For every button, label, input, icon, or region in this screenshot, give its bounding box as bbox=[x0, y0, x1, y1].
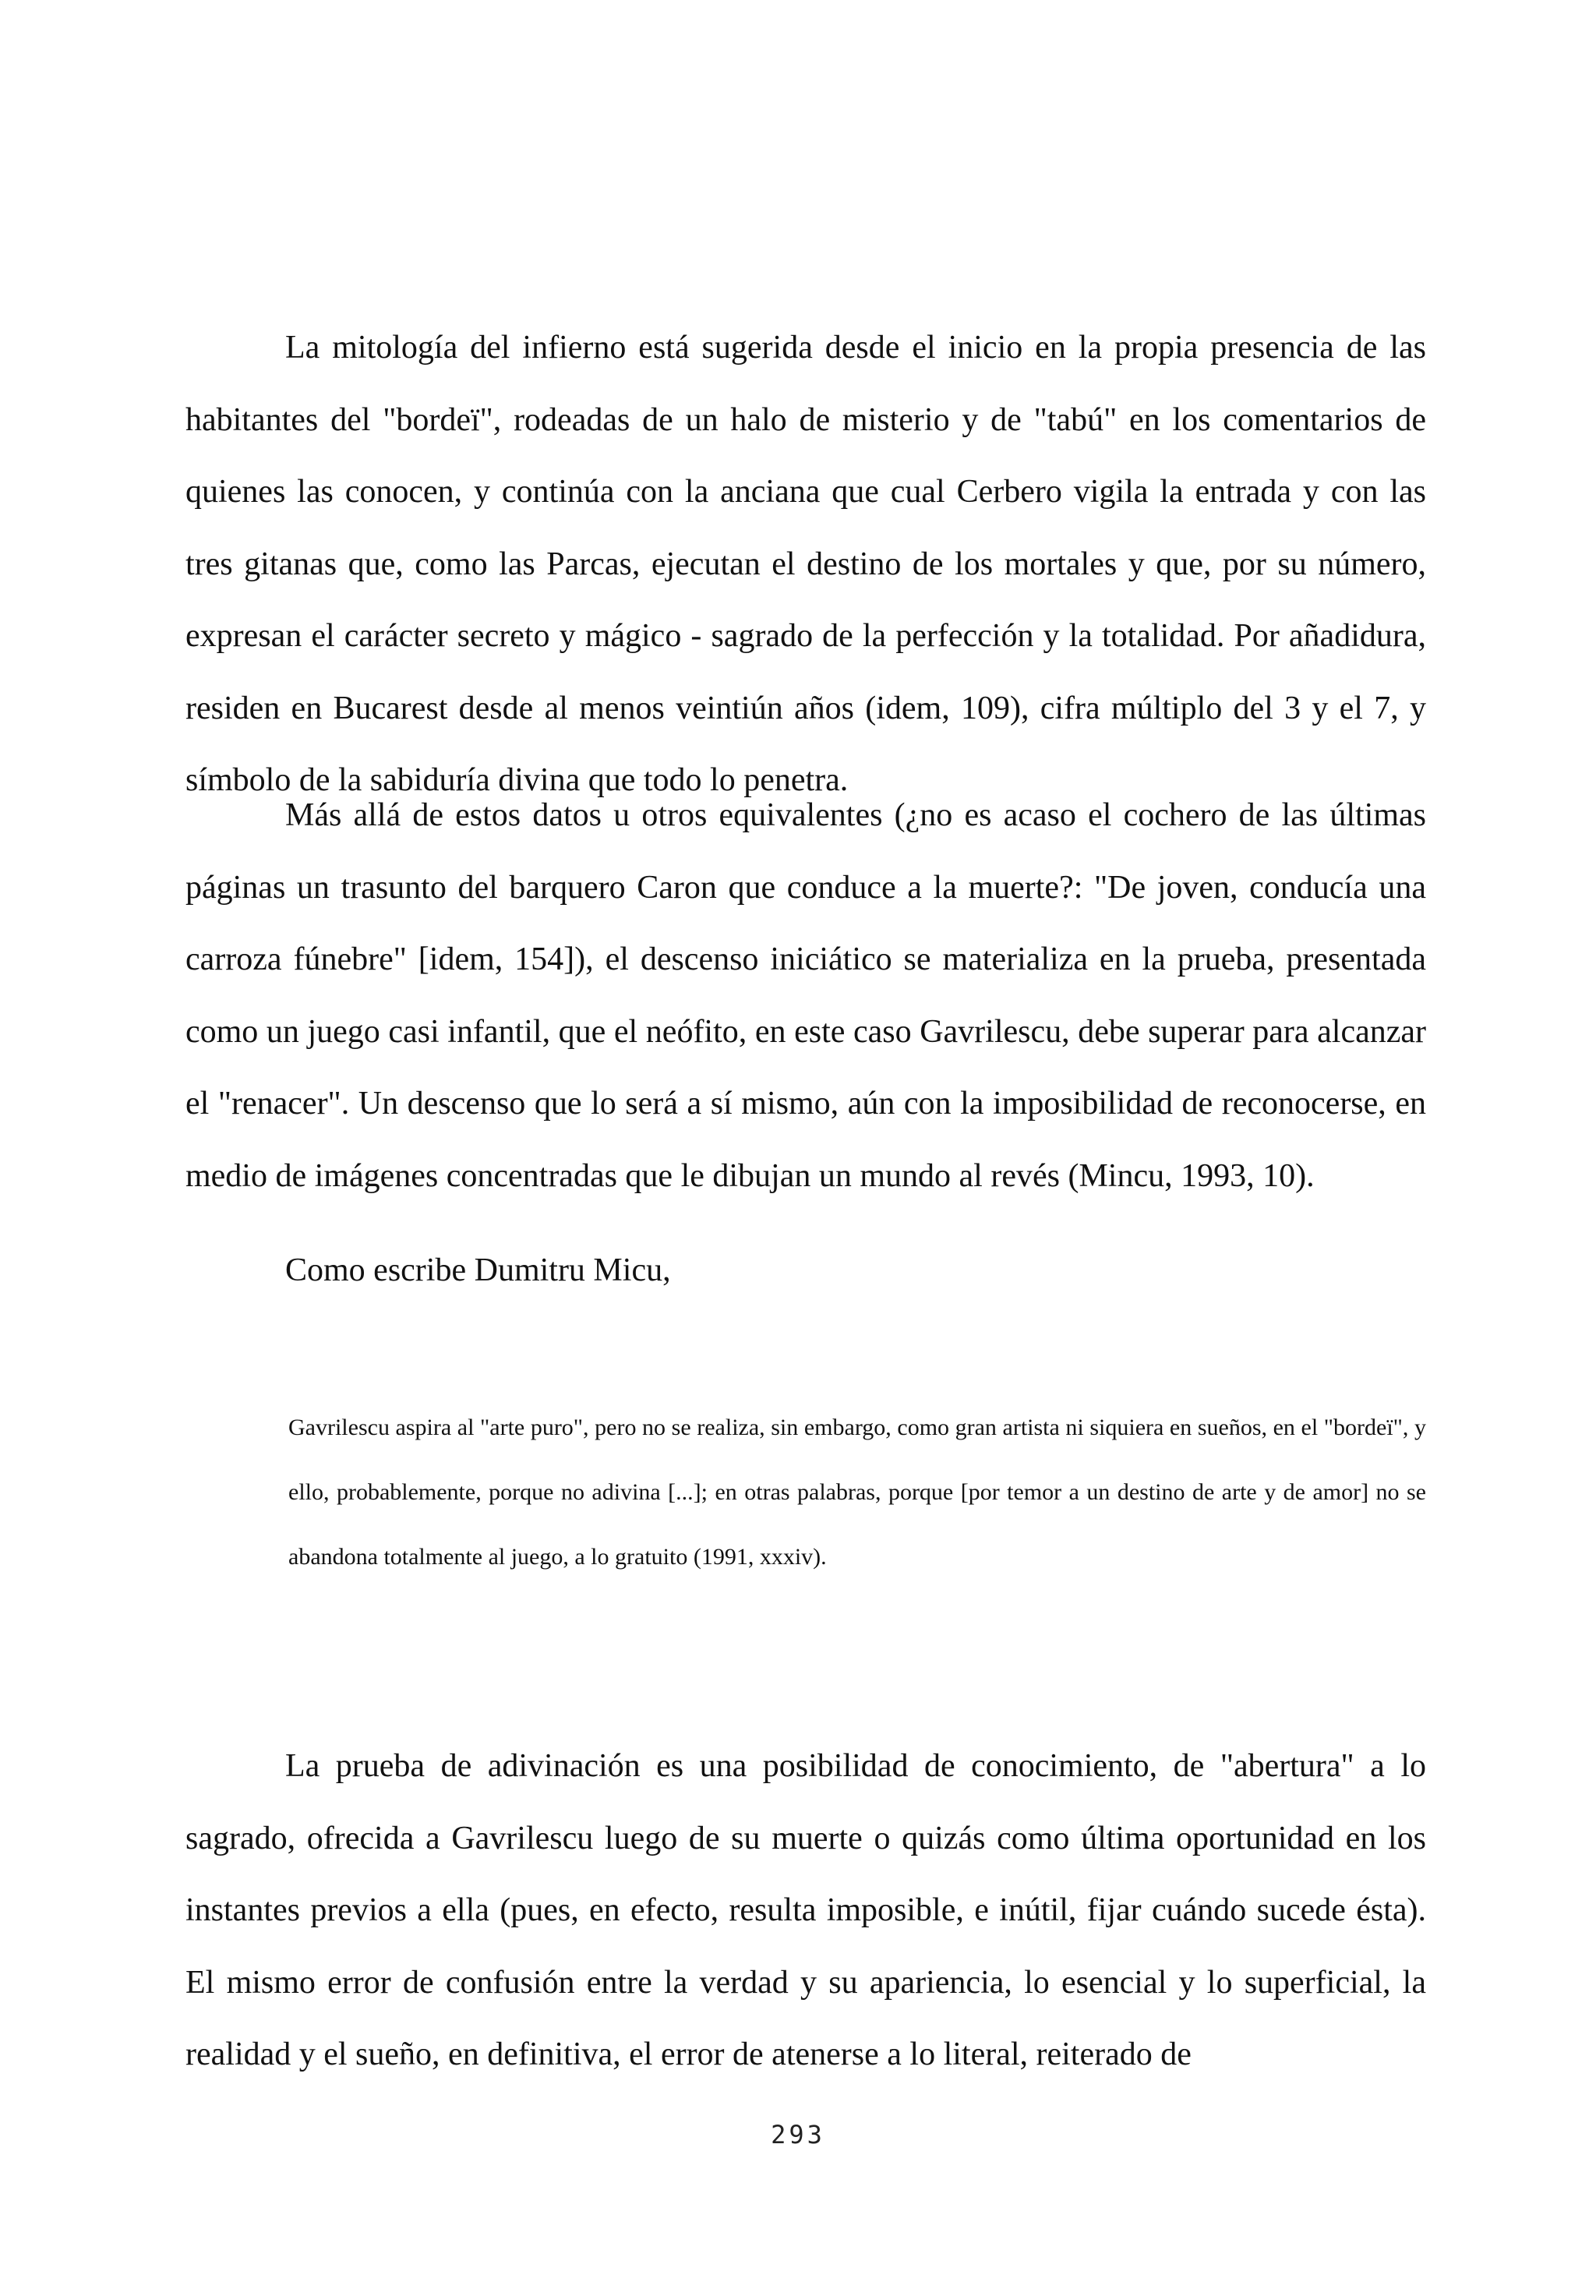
block-quote: Gavrilescu aspira al "arte puro", pero no se realiza, sin embargo, como gran artista ni siquiera en sueños, en el "bordeï", y ello, probablemente, porque no adivina [...]; en otras palabras, porque [por temor a un destino de arte y de amor] no se abandona totalmente al juego, a lo gratuito (1991, xxxiv). bbox=[288, 1415, 1426, 1570]
paragraph-adivinacion: La prueba de adivinación es una posibilidad de conocimiento, de "abertura" a lo sagrado, ofrecida a Gavrilescu luego de su muerte o quizás como última oportunidad en los instantes previos a ella (pues, en efecto, resulta imposible, e inútil, fijar cuándo sucede ésta). El mismo error de confusión entre la verdad y su apariencia, lo esencial y lo superficial, la realidad y el sueño, en definitiva, el error de atenerse a lo literal, reiterado de bbox=[185, 1748, 1426, 2072]
paragraph-micu-intro: Como escribe Dumitru Micu, bbox=[285, 1252, 671, 1288]
paragraph-infierno: La mitología del infierno está sugerida desde el inicio en la propia presencia de las habitantes del "bordeï", rodeadas de un halo de misterio y de "tabú" en los comentarios de quienes las conocen, y continúa con la anciana que cual Cerbero vigila la entrada y con las tres gitanas que, como las Parcas, ejecutan el destino de los mortales y que, por su número, expresan el carácter secreto y mágico - sagrado de la perfección y la totalidad. Por añadidura, residen en Bucarest desde al menos veintiún años (idem, 109), cifra múltiplo del 3 y el 7, y símbolo de la sabiduría divina que todo lo penetra. bbox=[185, 330, 1426, 798]
paragraph-descenso: Más allá de estos datos u otros equivalentes (¿no es acaso el cochero de las últimas páginas un trasunto del barquero Caron que conduce a la muerte?: "De joven, conducía una carroza fúnebre" [idem, 154]), el descenso iniciático se materializa en la prueba, presentada como un juego casi infantil, que el neófito, en este caso Gavrilescu, debe superar para alcanzar el "renacer". Un descenso que lo será a sí mismo, aún con la imposibilidad de reconocerse, en medio de imágenes concentradas que le dibujan un mundo al revés (Mincu, 1993, 10). bbox=[185, 797, 1426, 1194]
page-number: 293 bbox=[771, 2120, 825, 2149]
